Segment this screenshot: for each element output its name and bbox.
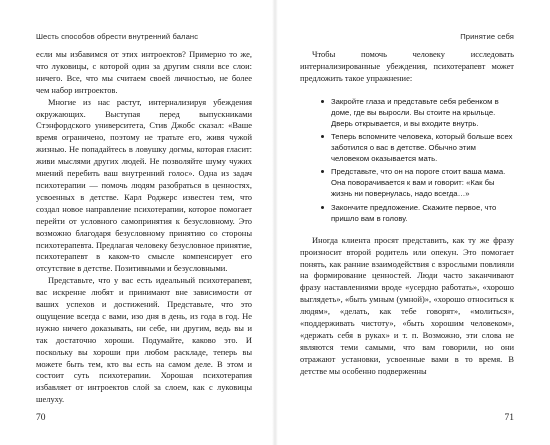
exercise-step-4: Закончите предложение. Скажите первое, что пришло вам в голову. (331, 202, 497, 223)
bullet-dot-icon (321, 206, 324, 209)
right-running-head: Принятие себя (460, 32, 514, 41)
bullet-dot-icon (321, 100, 324, 103)
left-paragraph-2: Многие из нас растут, интернализируя убеждения окружающих. Выступая перед выпускниками Стэнфордского университета, Стив Джобс сказал: «Ваше время ограничено, поэтому не тратьте его, живя чужой жизнью. Не попадайтесь в ловушку догмы, которая гласит: живи мыслями других людей. Не позволяйте шуму чужих мнений перебить ваш внутренний голос». Одна из задач психотерапии — помочь людям разобраться в ценностях, усвоенных в детстве. Карл Роджерс известен тем, что создал новое направление психотерапии, которое помогает перейти от условного самопринятия к безусловному. Это возможно благодаря безусловному принятию со стороны психотерапевта. Предлагая человеку безусловное принятие, психотерапевт в каком-то смысле компенсирует его отсутствие в детстве. Позитивными и безусловными. (36, 96, 252, 274)
left-running-head: Шесть способов обрести внутренний баланс (36, 32, 199, 41)
exercise-step-1: Закройте глаза и представьте себя ребенком в доме, где вы выросли. Вы стоите на крыльце. Дверь открывается, и вы входите внутрь. (331, 96, 499, 128)
right-body-text (300, 49, 514, 378)
left-paragraph-1: если мы избавимся от этих интроектов? Примерно то же, что луковицы, с которой один за другим сняли все слои: ничего. Все, что мы считаем своей личностью, не более чем набор интроектов. (36, 49, 252, 95)
exercise-list (300, 96, 514, 224)
exercise-list-item (321, 131, 514, 164)
exercise-list-item (321, 202, 514, 224)
bullet-dot-icon (321, 135, 324, 138)
left-paragraph-3: Представьте, что у вас есть идеальный психотерапевт, вас искренне любят и принимают вне зависимости от ваших успехов и достижений. Представьте, что это ощущение всегда с вами, изо дня в день, из года в год. Не нужно ничего доказывать, ни себе, ни другим, ведь вы и так достаточно хороши. Подумайте, каково это. И поскольку вы хороши при любом раскладе, теперь вы можете быть тем, кто вы есть на самом деле. В этом и состоит суть психотерапии. Хорошая психотерапия избавляет от интроектов слой за слоем, как с луковицы шелуху. (36, 275, 252, 405)
left-page (0, 0, 272, 445)
exercise-list-item (321, 166, 514, 199)
right-closing-paragraph: Иногда клиента просят представить, как ту же фразу произносит второй родитель или опекун. Это помогает понять, как ранние взаимодействия с взрослыми повлияли на формирование ценностей. Люди часто заканчивают фразу наставлениями вроде «усердно работать», «хорошо выглядеть», «быть умным (умной)», «хорошо относиться к людям», «делать, как тебе говорят», «молиться», «поддерживать чистоту», «быть хорошим человеком», «держать себя в руках» и т. п. Возможно, эти слова не являются теми самыми, что вам говорили, но они отражают установки, усвоенные вами в то время. В детстве мы особенно подверженны (300, 234, 514, 376)
right-page (278, 0, 550, 445)
exercise-step-2: Теперь вспомните человека, который больше всех заботился о вас в детстве. Обычно этим человеком оказывается мать. (331, 132, 513, 164)
left-page-number: 70 (36, 413, 46, 423)
right-intro-paragraph: Чтобы помочь человеку исследовать интернализированные убеждения, психотерапевт может предложить такое упражнение: (300, 49, 514, 83)
exercise-step-3: Представьте, что он на пороге стоит ваша мама. Она поворачивается к вам и говорит: «Как бы жизнь ни повернулась, надо всегда…» (331, 167, 506, 199)
left-body-text (36, 49, 252, 406)
exercise-list-item (321, 96, 514, 129)
bullet-dot-icon (321, 170, 324, 173)
right-page-number: 71 (504, 413, 514, 423)
